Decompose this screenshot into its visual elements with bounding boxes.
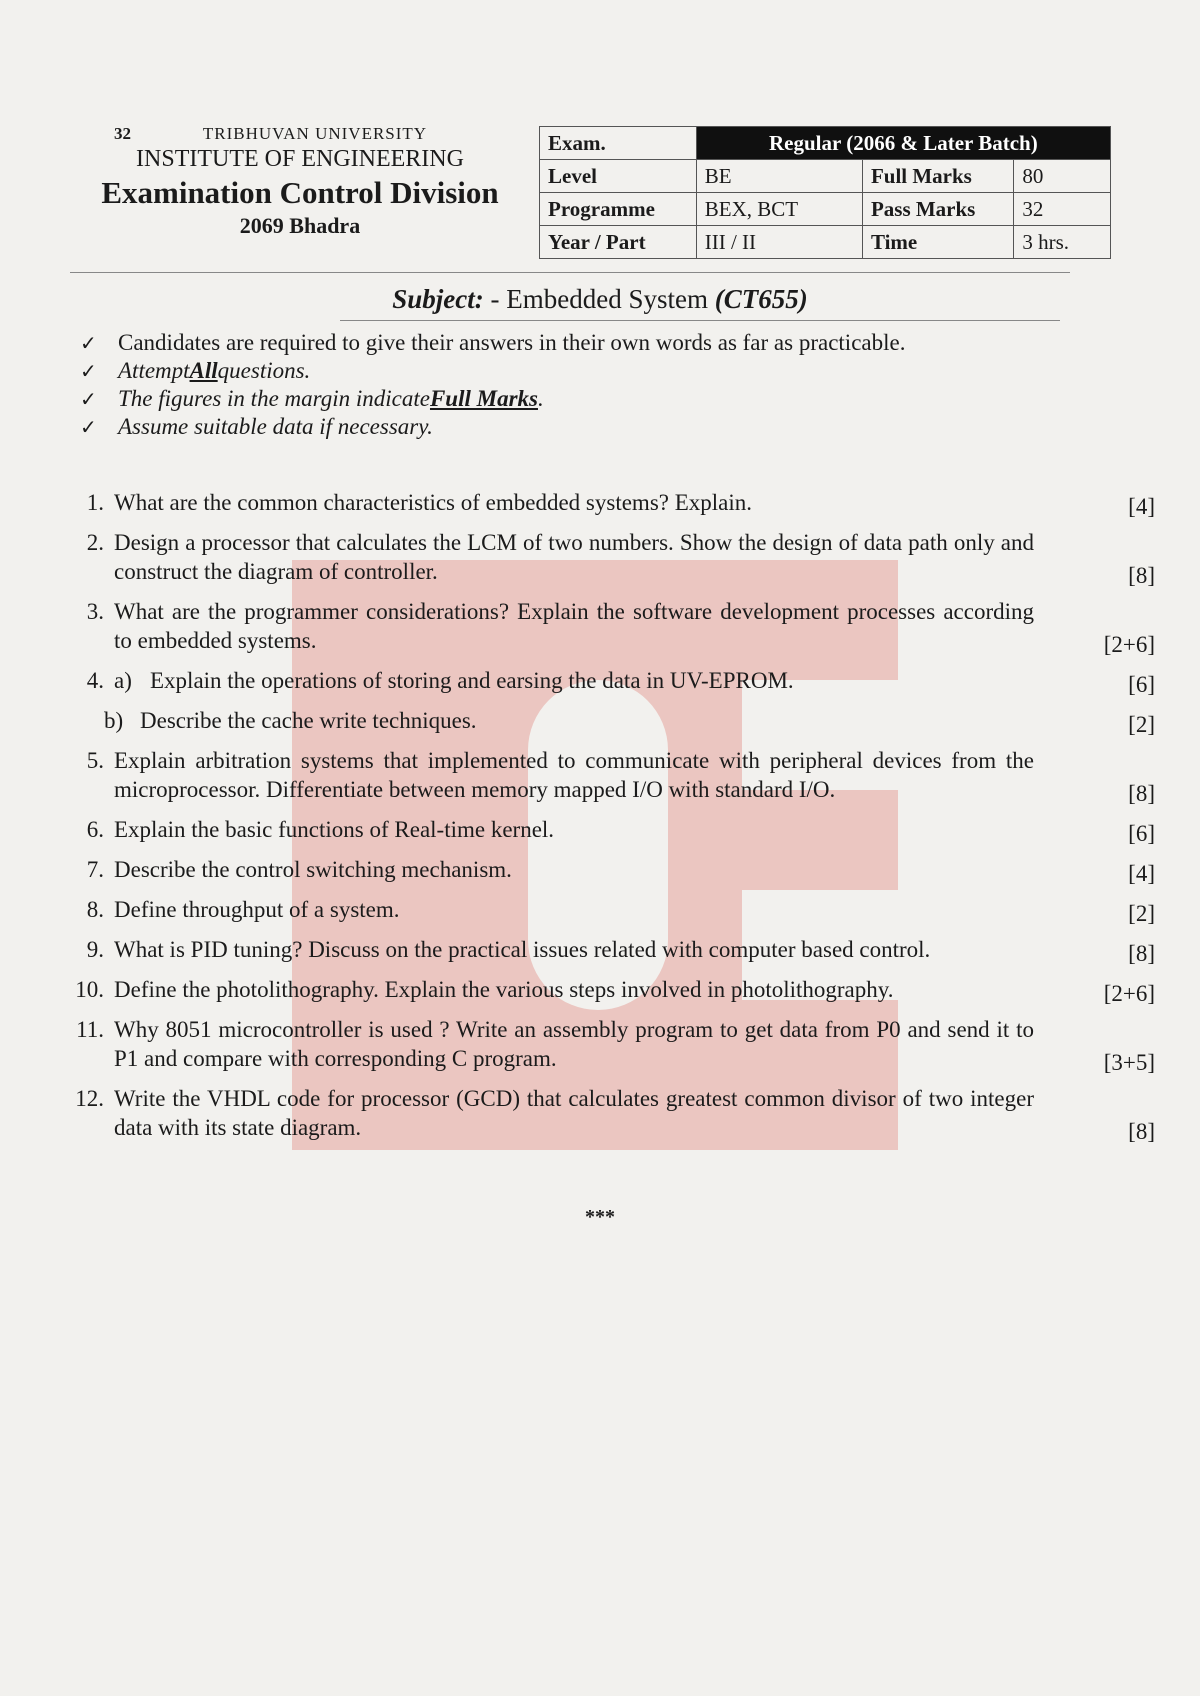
- question-marks: [3+5]: [1103, 1050, 1155, 1075]
- question-text: Explain the basic functions of Real-time kernel.: [114, 817, 555, 842]
- instruction-emphasis: All: [189, 358, 218, 383]
- pass-marks-value: 32: [1014, 193, 1111, 226]
- question-10: [60, 975, 1155, 1004]
- subject-separator: -: [483, 284, 507, 314]
- subject-label: Subject:: [392, 284, 484, 314]
- question-text: Describe the cache write techniques.: [140, 708, 477, 733]
- question-number: 10.: [75, 977, 104, 1002]
- instruction-item: [80, 414, 1080, 442]
- question-text: What are the programmer considerations? Explain the software development processes according to embedded systems.: [114, 599, 1034, 653]
- question-5: [60, 746, 1155, 804]
- instructions: [80, 330, 1080, 442]
- question-11: [60, 1015, 1155, 1073]
- question-marks: [2]: [1128, 712, 1155, 737]
- question-number: 8.: [86, 897, 104, 922]
- level-label: Level: [540, 160, 697, 193]
- table-row: [540, 127, 1111, 160]
- question-1: [60, 488, 1155, 517]
- institute-name: INSTITUTE OF ENGINEERING: [136, 146, 464, 172]
- question-text: Write the VHDL code for processor (GCD) that calculates greatest common divisor of two integer data with its state diagram.: [114, 1086, 1034, 1140]
- question-9: [60, 935, 1155, 964]
- subject-code: (CT655): [714, 284, 808, 314]
- table-row: [540, 160, 1111, 193]
- check-icon: ✓: [80, 415, 97, 439]
- question-marks: [2+6]: [1103, 632, 1155, 657]
- question-text: Define throughput of a system.: [114, 897, 400, 922]
- question-text: Design a processor that calculates the LCM of two numbers. Show the design of data path only and construct the diagram of controller.: [114, 530, 1034, 584]
- instruction-emphasis: Full Marks: [429, 386, 538, 411]
- instruction-text: questions.: [217, 358, 311, 383]
- programme-label: Programme: [540, 193, 697, 226]
- question-sub-label: a): [114, 668, 132, 693]
- question-text: Why 8051 microcontroller is used ? Write an assembly program to get data from P0 and send it to P1 and compare with corresponding C program.: [114, 1017, 1034, 1071]
- question-marks: [8]: [1128, 781, 1155, 806]
- instruction-text: The figures in the margin indicate: [118, 386, 430, 411]
- question-text: What is PID tuning? Discuss on the practical issues related with computer based control.: [114, 937, 931, 962]
- instruction-text: Assume suitable data if necessary.: [118, 414, 433, 439]
- question-number: 6.: [86, 817, 104, 842]
- question-number: 12.: [75, 1086, 104, 1111]
- full-marks-label: Full Marks: [862, 160, 1013, 193]
- question-number: 4.: [86, 668, 104, 693]
- question-12: [60, 1084, 1155, 1142]
- question-4b: [60, 706, 1155, 735]
- question-number: 1.: [86, 490, 104, 515]
- question-number: 3.: [86, 599, 104, 624]
- year-part-label: Year / Part: [540, 226, 697, 259]
- level-value: BE: [696, 160, 862, 193]
- page-number: 32: [114, 124, 131, 143]
- question-marks: [2+6]: [1103, 981, 1155, 1006]
- time-label: Time: [862, 226, 1013, 259]
- question-6: [60, 815, 1155, 844]
- question-marks: [2]: [1128, 901, 1155, 926]
- divider: [70, 272, 1070, 273]
- question-marks: [8]: [1128, 941, 1155, 966]
- exam-date: 2069 Bhadra: [239, 213, 361, 238]
- question-text: Explain arbitration systems that implemented to communicate with peripheral devices from the microprocessor. Differentiate between memory mapped I/O with standard I/O.: [114, 748, 1034, 802]
- year-part-value: III / II: [696, 226, 862, 259]
- table-row: [540, 226, 1111, 259]
- question-text: Explain the operations of storing and earsing the data in UV-EPROM.: [150, 668, 794, 693]
- question-3: [60, 597, 1155, 655]
- check-icon: ✓: [80, 359, 97, 383]
- subject-line: [0, 284, 1200, 315]
- question-marks: [8]: [1128, 563, 1155, 588]
- subject-name: Embedded System: [506, 284, 715, 314]
- instruction-item: [80, 358, 1080, 386]
- question-number: 5.: [86, 748, 104, 773]
- check-icon: ✓: [80, 331, 97, 355]
- time-value: 3 hrs.: [1014, 226, 1111, 259]
- question-number: 9.: [86, 937, 104, 962]
- exam-info-table: [539, 126, 1111, 259]
- question-list: [60, 488, 1155, 1153]
- instruction-text: .: [537, 386, 544, 411]
- question-number: 7.: [86, 857, 104, 882]
- exam-value: Regular (2066 & Later Batch): [696, 127, 1110, 160]
- question-marks: [8]: [1128, 1119, 1155, 1144]
- table-row: [540, 193, 1111, 226]
- question-sub-label: b): [104, 708, 124, 733]
- question-text: Define the photolithography. Explain the various steps involved in photolithography.: [114, 977, 894, 1002]
- question-marks: [4]: [1128, 494, 1155, 519]
- question-7: [60, 855, 1155, 884]
- question-text: What are the common characteristics of embedded systems? Explain.: [114, 490, 753, 515]
- question-text: Describe the control switching mechanism.: [114, 857, 512, 882]
- check-icon: ✓: [80, 387, 97, 411]
- university-name: TRIBHUVAN UNIVERSITY: [202, 124, 428, 143]
- end-of-paper-mark: ***: [585, 1206, 615, 1228]
- question-number: 2.: [86, 530, 104, 555]
- question-marks: [6]: [1128, 821, 1155, 846]
- division-name: Examination Control Division: [101, 175, 499, 210]
- programme-value: BEX, BCT: [696, 193, 862, 226]
- exam-label: Exam.: [540, 127, 697, 160]
- instruction-text: Candidates are required to give their answers in their own words as far as practicable.: [118, 330, 906, 355]
- question-number: 11.: [76, 1017, 104, 1042]
- instruction-item: [80, 330, 1080, 358]
- instruction-item: [80, 386, 1080, 414]
- full-marks-value: 80: [1014, 160, 1111, 193]
- question-marks: [6]: [1128, 672, 1155, 697]
- institution-header: [70, 120, 530, 239]
- divider: [340, 320, 1060, 321]
- question-8: [60, 895, 1155, 924]
- question-marks: [4]: [1128, 861, 1155, 886]
- question-2: [60, 528, 1155, 586]
- instruction-text: Attempt: [118, 358, 190, 383]
- question-4a: [60, 666, 1155, 695]
- pass-marks-label: Pass Marks: [862, 193, 1013, 226]
